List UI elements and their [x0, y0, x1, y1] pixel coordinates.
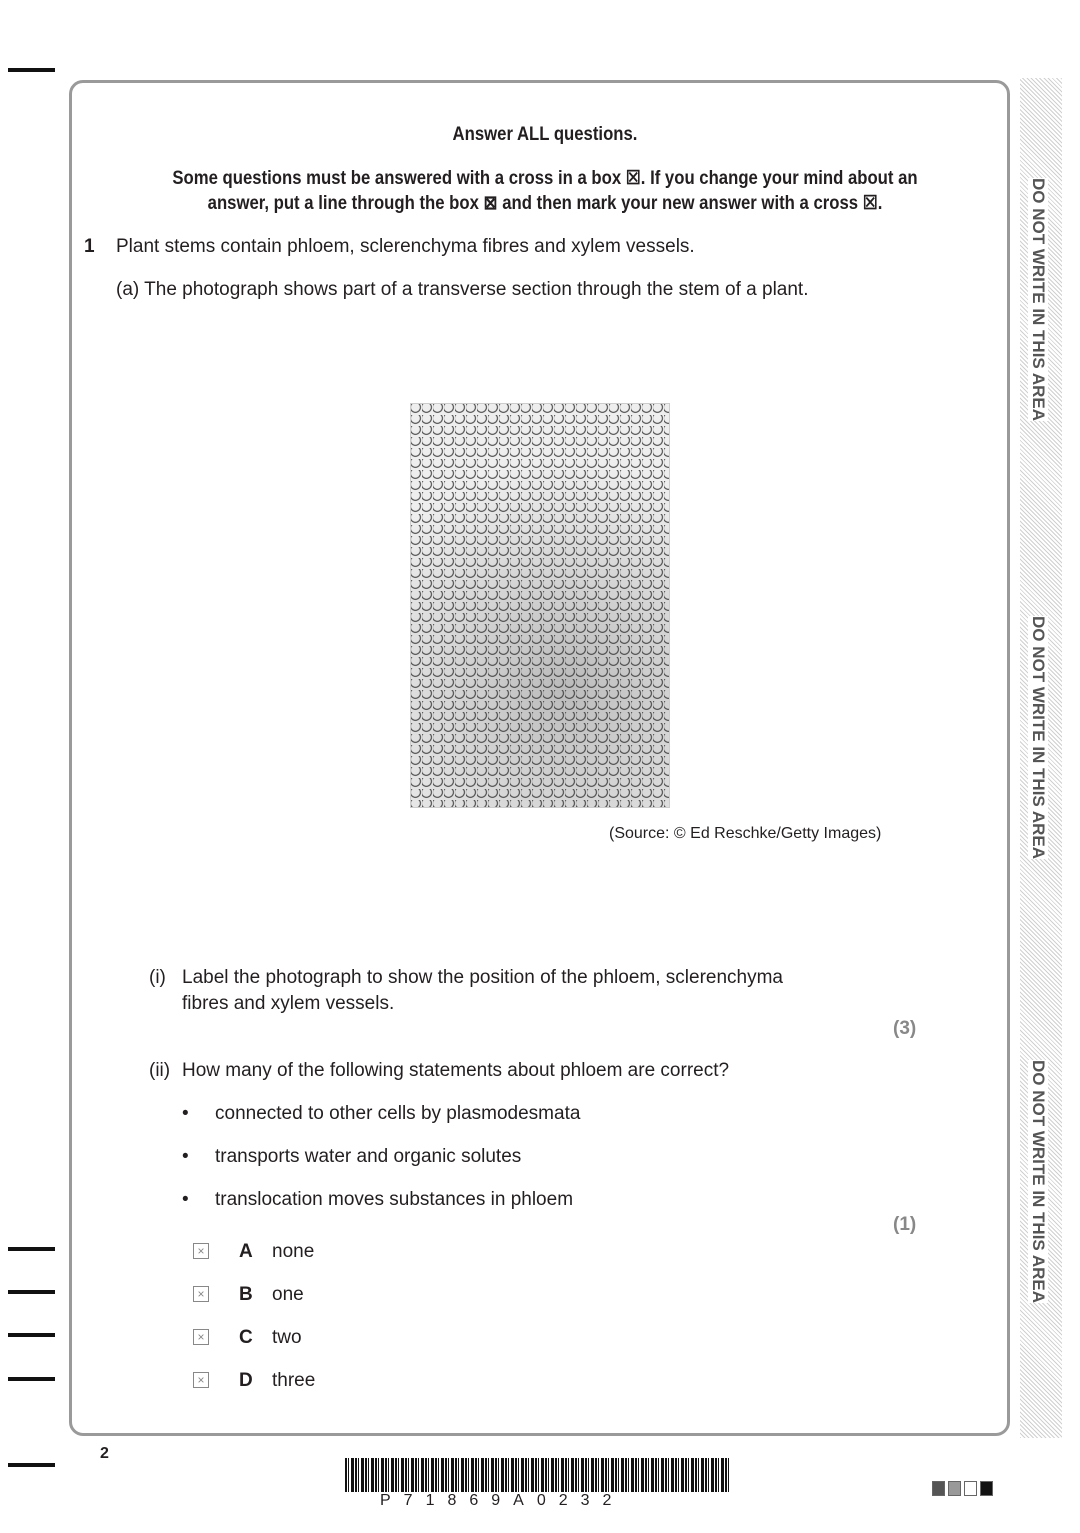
part-a-text: (a) The photograph shows part of a transverse section through the stem of a plant.	[116, 279, 809, 300]
margin-tick	[8, 1463, 55, 1467]
part-i-text: Label the photograph to show the position of the phloem, sclerenchyma	[182, 967, 783, 988]
registration-square	[948, 1481, 961, 1496]
stem-section-photo[interactable]	[410, 403, 670, 808]
margin-tick	[8, 1247, 55, 1251]
option-text: one	[272, 1284, 304, 1305]
margin-warning: DO NOT WRITE IN THIS AREA	[1029, 616, 1048, 860]
instructions: answer, put a line through the box ⊠ and then mark your new answer with a cross ☒.	[207, 193, 883, 214]
margin-warning: DO NOT WRITE IN THIS AREA	[1029, 1060, 1048, 1304]
bullet: •	[182, 1103, 189, 1124]
registration-square	[932, 1481, 945, 1496]
photo-source: (Source: © Ed Reschke/Getty Images)	[609, 825, 882, 842]
statement: translocation moves substances in phloem	[215, 1189, 574, 1210]
part-ii-label: (ii)	[149, 1060, 171, 1081]
margin-tick	[8, 1333, 55, 1337]
registration-square	[964, 1481, 977, 1496]
question-number: 1	[84, 236, 95, 257]
option-d-checkbox[interactable]: ×	[193, 1372, 209, 1388]
option-text: two	[272, 1327, 302, 1348]
option-letter: D	[239, 1370, 253, 1391]
barcode-text: P71869A0232	[380, 1492, 625, 1509]
statement: transports water and organic solutes	[215, 1146, 522, 1167]
option-letter: A	[239, 1241, 253, 1262]
question-stem: Plant stems contain phloem, sclerenchyma fibres and xylem vessels.	[116, 236, 695, 257]
margin-warning: DO NOT WRITE IN THIS AREA	[1029, 178, 1048, 422]
margin-tick	[8, 1377, 55, 1381]
option-letter: C	[239, 1327, 253, 1348]
margin-tick	[8, 1290, 55, 1294]
part-i-text: fibres and xylem vessels.	[182, 993, 395, 1014]
option-text: three	[272, 1370, 316, 1391]
option-c-checkbox[interactable]: ×	[193, 1329, 209, 1345]
page-title: Answer ALL questions.	[452, 124, 638, 145]
statement: connected to other cells by plasmodesmata	[215, 1103, 581, 1124]
marks: (3)	[893, 1018, 917, 1039]
barcode	[345, 1458, 731, 1492]
option-letter: B	[239, 1284, 253, 1305]
page-number: 2	[100, 1445, 109, 1462]
option-text: none	[272, 1241, 315, 1262]
marks: (1)	[893, 1214, 917, 1235]
registration-square	[980, 1481, 993, 1496]
part-i-label: (i)	[149, 967, 166, 988]
bullet: •	[182, 1189, 189, 1210]
instructions: Some questions must be answered with a cross in a box ☒. If you change your mind about an	[172, 168, 918, 189]
part-ii-text: How many of the following statements about phloem are correct?	[182, 1060, 730, 1081]
margin-tick	[8, 68, 55, 72]
option-b-checkbox[interactable]: ×	[193, 1286, 209, 1302]
option-a-checkbox[interactable]: ×	[193, 1243, 209, 1259]
bullet: •	[182, 1146, 189, 1167]
